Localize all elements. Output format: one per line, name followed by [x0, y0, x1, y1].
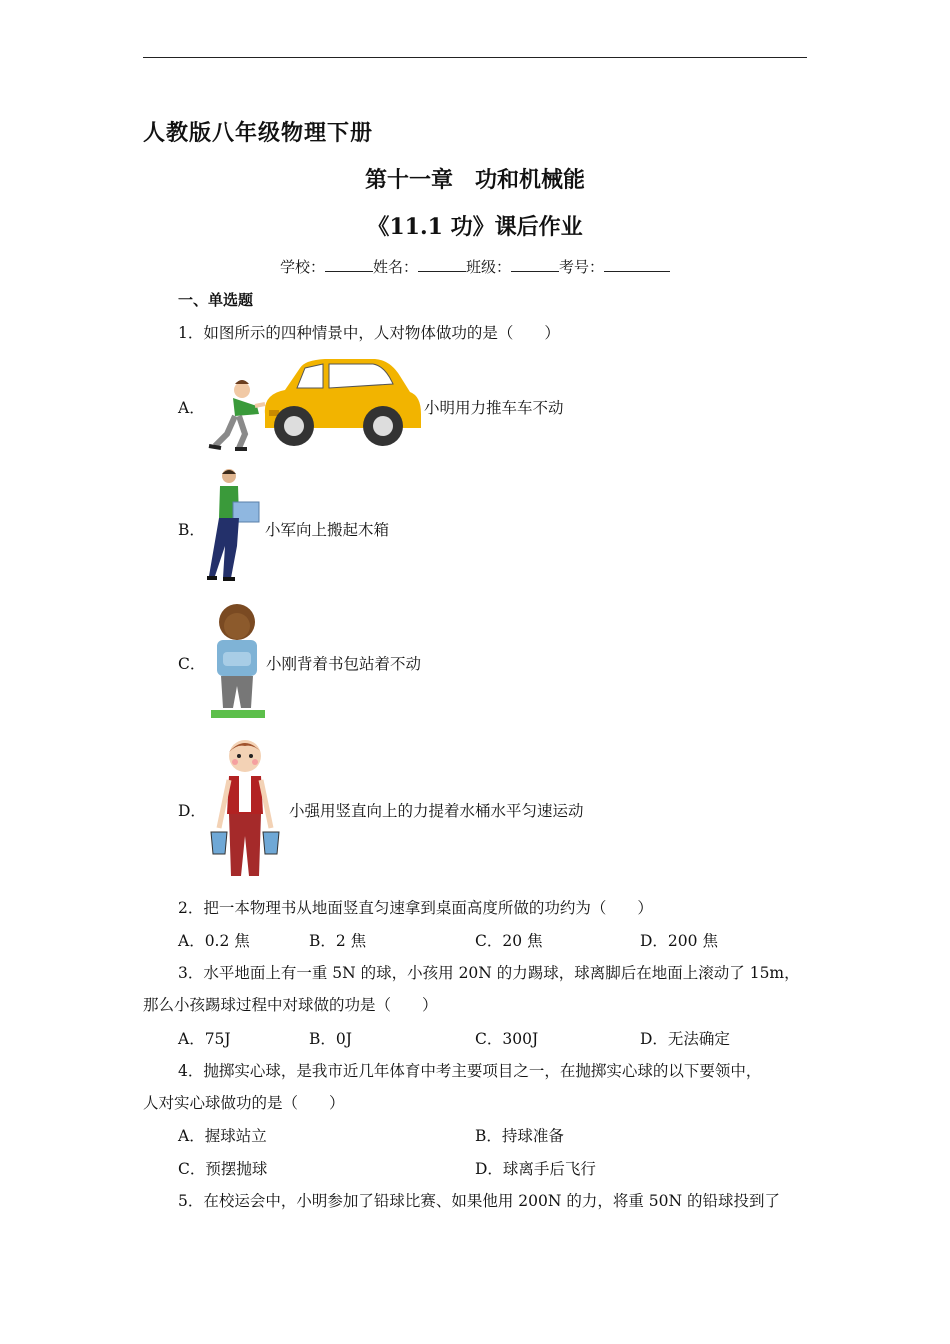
q1-option-c-letter: C．: [178, 655, 206, 673]
q3-option-d: D．无法确定: [640, 1030, 730, 1048]
header-rule: [143, 57, 807, 58]
question-5-stem: 5．在校运会中，小明参加了铅球比赛、如果他用 200N 的力，将重 50N 的铅球投到了: [178, 1192, 781, 1210]
question-3-stem-line2: 那么小孩踢球过程中对球做的功是（ ）: [143, 996, 438, 1014]
school-blank[interactable]: [325, 257, 373, 272]
q1-option-a-text: 小明用力推车车不动: [424, 399, 564, 417]
student-info-line: [0, 256, 950, 277]
name-blank[interactable]: [418, 257, 466, 272]
question-1-stem: 1．如图所示的四种情景中，人对物体做功的是（ ）: [178, 324, 560, 342]
class-blank[interactable]: [511, 257, 559, 272]
boy-pushing-car-image: [205, 354, 423, 454]
lesson-title: 《11.1 功》课后作业: [367, 214, 583, 240]
exam-no-blank[interactable]: [604, 257, 670, 272]
name-label: 姓名：: [372, 258, 418, 276]
q3-option-c: C．300J: [475, 1030, 539, 1048]
q2-option-b: B．2 焦: [309, 932, 367, 950]
section-title: 一、单选题: [178, 291, 254, 309]
q3-option-a: A．75J: [178, 1030, 231, 1048]
question-2-stem: 2．把一本物理书从地面竖直匀速拿到桌面高度所做的功约为（ ）: [178, 899, 653, 917]
q1-option-b-text: 小军向上搬起木箱: [265, 521, 390, 539]
q1-option-d-letter: D．: [178, 802, 206, 820]
q2-option-d: D．200 焦: [640, 932, 718, 950]
person-lifting-box-image: [205, 466, 263, 584]
q2-option-a: A．0.2 焦: [178, 932, 250, 950]
q4-option-a: A．握球站立: [178, 1127, 267, 1145]
q4-option-b: B．持球准备: [475, 1127, 564, 1145]
q4-option-d: D．球离手后飞行: [475, 1160, 596, 1178]
q1-option-d-text: 小强用竖直向上的力提着水桶水平匀速运动: [289, 802, 584, 820]
question-4-stem-line2: 人对实心球做功的是（ ）: [143, 1094, 345, 1112]
q3-option-b: B．0J: [309, 1030, 352, 1048]
school-label: 学校：: [279, 258, 325, 276]
q1-option-c-text: 小刚背着书包站着不动: [266, 655, 422, 673]
boy-with-backpack-image: [205, 600, 267, 720]
question-4-stem-line1: 4．抛掷实心球，是我市近几年体育中考主要项目之一，在抛掷实心球的以下要领中，: [178, 1062, 762, 1080]
q2-option-c: C．20 焦: [475, 932, 543, 950]
exam-no-label: 考号：: [559, 258, 605, 276]
question-3-stem-line1: 3．水平地面上有一重 5N 的球，小孩用 20N 的力踢球，球离脚后在地面上滚动了 15m，: [178, 964, 800, 982]
q1-option-b-letter: B．: [178, 521, 205, 539]
book-title: 人教版八年级物理下册: [143, 120, 374, 146]
chapter-title: 第十一章 功和机械能: [364, 167, 585, 193]
q4-option-c: C．预摆抛球: [178, 1160, 268, 1178]
class-label: 班级：: [466, 258, 512, 276]
boy-carrying-buckets-image: [205, 736, 285, 880]
q1-option-a-letter: A．: [178, 399, 205, 417]
